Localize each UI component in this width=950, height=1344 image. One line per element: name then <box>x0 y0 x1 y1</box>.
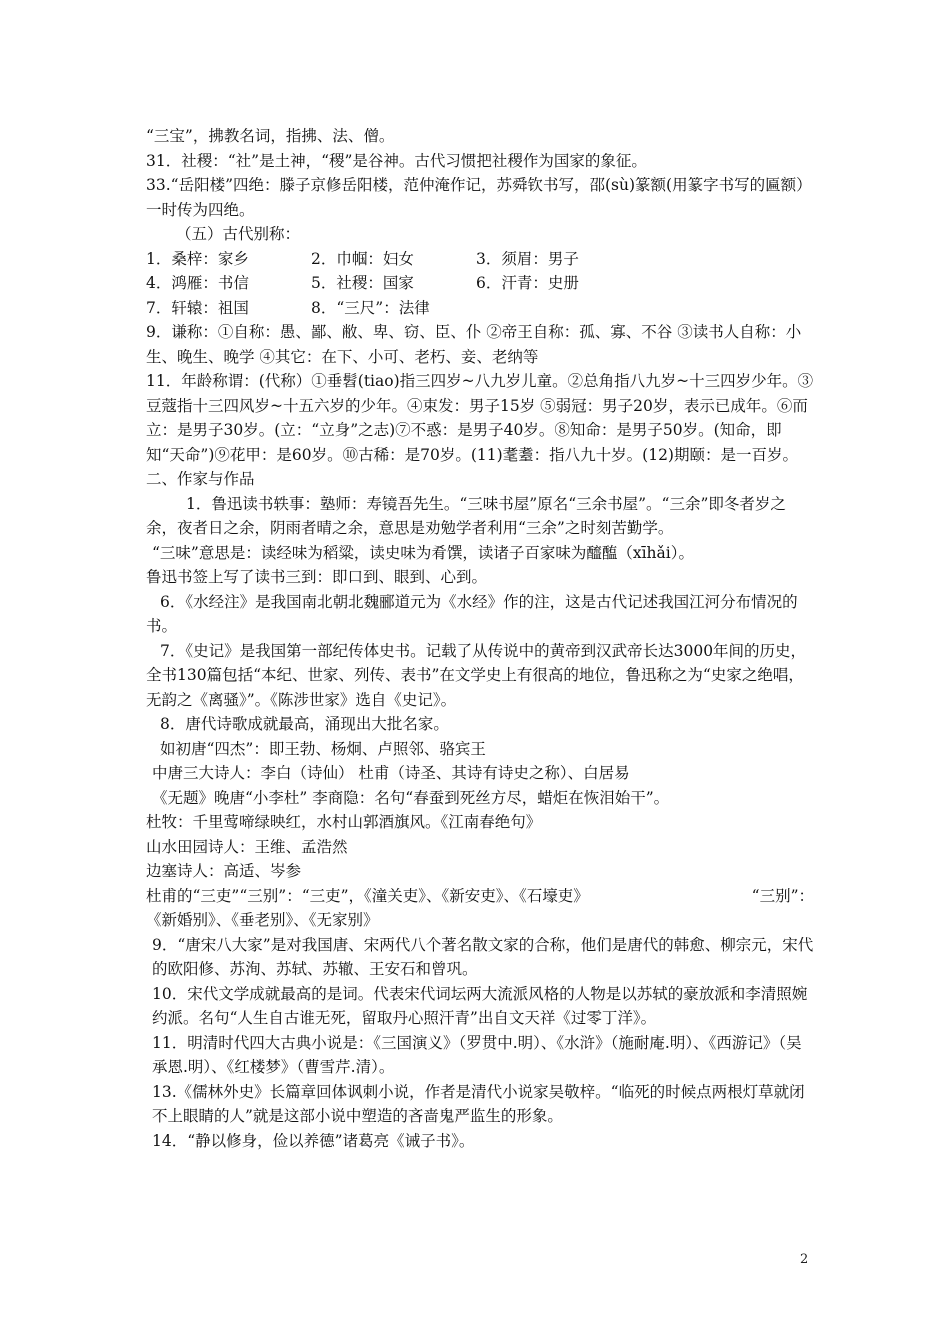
text-line: 8．唐代诗歌成就最高，涌现出大批名家。 <box>160 715 449 733</box>
text-line: 山水田园诗人：王维、孟浩然 <box>146 837 348 856</box>
text-line: 《无题》晚唐“小李杜” 李商隐：名句“春蚕到死丝方尽，蜡炬在恢泪始干”。 <box>152 788 670 807</box>
alias-item: 6．汗青：史册 <box>476 274 579 292</box>
text-line: 边塞诗人：高适、岑参 <box>146 862 302 880</box>
page-content <box>146 124 814 1153</box>
alias-item: 7．轩辕：祖国 <box>146 298 249 317</box>
text-paragraph: 11．明清时代四大古典小说是：《三国演义》（罗贯中.明）、《水浒》（施耐庵.明）、《西游记》（吴承恩.明）、《红楼梦》（曹雪芹.清）。 <box>152 1033 802 1076</box>
alias-item: 4．鸿雁：书信 <box>146 274 249 292</box>
alias-row <box>146 271 814 296</box>
text-paragraph: 6．《水经注》是我国南北朝北魏郦道元为《水经》作的注，这是古代记述我国江河分布情况的书。 <box>146 592 798 635</box>
text-paragraph: 33.“岳阳楼”四绝：滕子京修岳阳楼，范仲淹作记，苏舜钦书写，邵(sù)篆额(用篆字书写的匾额）一时传为四绝。 <box>146 176 812 219</box>
text-paragraph: 13.《儒林外史》长篇章回体讽刺小说，作者是清代小说家吴敬梓。“临死的时候点两根灯草就闭不上眼睛的人”就是这部小说中塑造的吝啬鬼严监生的形象。 <box>152 1082 805 1125</box>
text-line: 如初唐“四杰”：即王勃、杨炯、卢照邻、骆宾王 <box>160 739 486 758</box>
alias-item: 3．须眉：男子 <box>476 249 579 268</box>
text-line: 31．社稷：“社”是土神，“稷”是谷神。古代习惯把社稷作为国家的象征。 <box>146 151 647 170</box>
text-segment: “三别”： <box>751 886 814 905</box>
section-heading: 二、作家与作品 <box>146 470 255 488</box>
alias-item: 5．社稷：国家 <box>311 274 414 292</box>
alias-item: 1．桑梓：家乡 <box>146 249 249 268</box>
text-paragraph: 11．年龄称谓：(代称）①垂髫(tiao)指三四岁~八九岁儿童。②总角指八九岁~十三四岁少年。③豆蔻指十三四风岁~十五六岁的少年。④束发：男子15岁 ⑤弱冠：男子20岁，表示已成年。⑥而立：是男子30岁。(立：“立身”之志)⑦不惑：是男子40岁。⑧知命：是男子50岁。(知命，即知“天命”)⑨花甲：是60岁。⑩古稀：是70岁。(11)耄耋：指八九十岁。(12)期颐：是一百岁。 <box>146 372 814 464</box>
section-heading: （五）古代别称： <box>176 225 301 243</box>
text-paragraph: 10．宋代文学成就最高的是词。代表宋代词坛两大流派风格的人物是以苏轼的豪放派和李清照婉约派。名句“人生自古谁无死，留取丹心照汗青”出自文天祥《过零丁洋》。 <box>152 984 808 1027</box>
text-line: 中唐三大诗人：李白（诗仙） 杜甫（诗圣、其诗有诗史之称）、白居易 <box>152 764 630 782</box>
text-paragraph: 9．谦称：①自称：愚、鄙、敝、卑、窃、臣、仆 ②帝王自称：孤、寡、不谷 ③读书人自称：小生、晚生、晚学 ④其它：在下、小可、老朽、妾、老纳等 <box>146 323 802 366</box>
alias-item: 2．巾帼：妇女 <box>311 249 414 268</box>
text-line: 《新婚别》、《垂老别》、《无家别》 <box>146 911 379 929</box>
text-line: 杜牧：千里莺啼绿映红，水村山郭酒旗风。《江南春绝句》 <box>146 813 542 831</box>
text-paragraph: 7．《史记》是我国第一部纪传体史书。记载了从传说中的黄帝到汉武帝长达3000年间的历史，全书130篇包括“本纪、世家、列传、表书”在文学史上有很高的地位，鲁迅称之为“史家之绝唱，无韵之《离骚》”。《陈涉世家》选自《史记》。 <box>146 641 807 709</box>
text-paragraph: 9．“唐宋八大家”是对我国唐、宋两代八个著名散文家的合称，他们是唐代的韩愈、柳宗元，宋代的欧阳修、苏洵、苏轼、苏辙、王安石和曾巩。 <box>152 935 814 978</box>
alias-item: 8．“三尺”：法律 <box>311 298 430 317</box>
text-paragraph: 1．鲁迅读书轶事：塾师：寿镜吾先生。“三味书屋”原名“三余书屋”。“三余”即冬者岁之余，夜者日之余，阴雨者晴之余，意思是劝勉学者利用“三余”之时刻苦勤学。 <box>146 494 786 537</box>
text-line: “三味”意思是：读经味为稻粱，读史味为肴馔，读诸子百家味为醯醢（xīhǎi）。 <box>152 543 694 562</box>
alias-row <box>146 296 814 321</box>
text-line: 鲁迅书签上写了读书三到：即口到、眼到、心到。 <box>146 568 488 586</box>
text-line: 14．“静以修身，俭以养德”诸葛亮《诫子书》。 <box>152 1131 475 1150</box>
page-number: 2 <box>800 1252 809 1267</box>
text-line: “三宝”，拂教名词，指拂、法、僧。 <box>146 127 395 145</box>
alias-row <box>146 247 814 272</box>
text-segment: 杜甫的“三吏”“三别”：“三吏”，《潼关吏》、《新安吏》、《石壕吏》 <box>146 886 589 905</box>
text-line <box>146 884 814 909</box>
